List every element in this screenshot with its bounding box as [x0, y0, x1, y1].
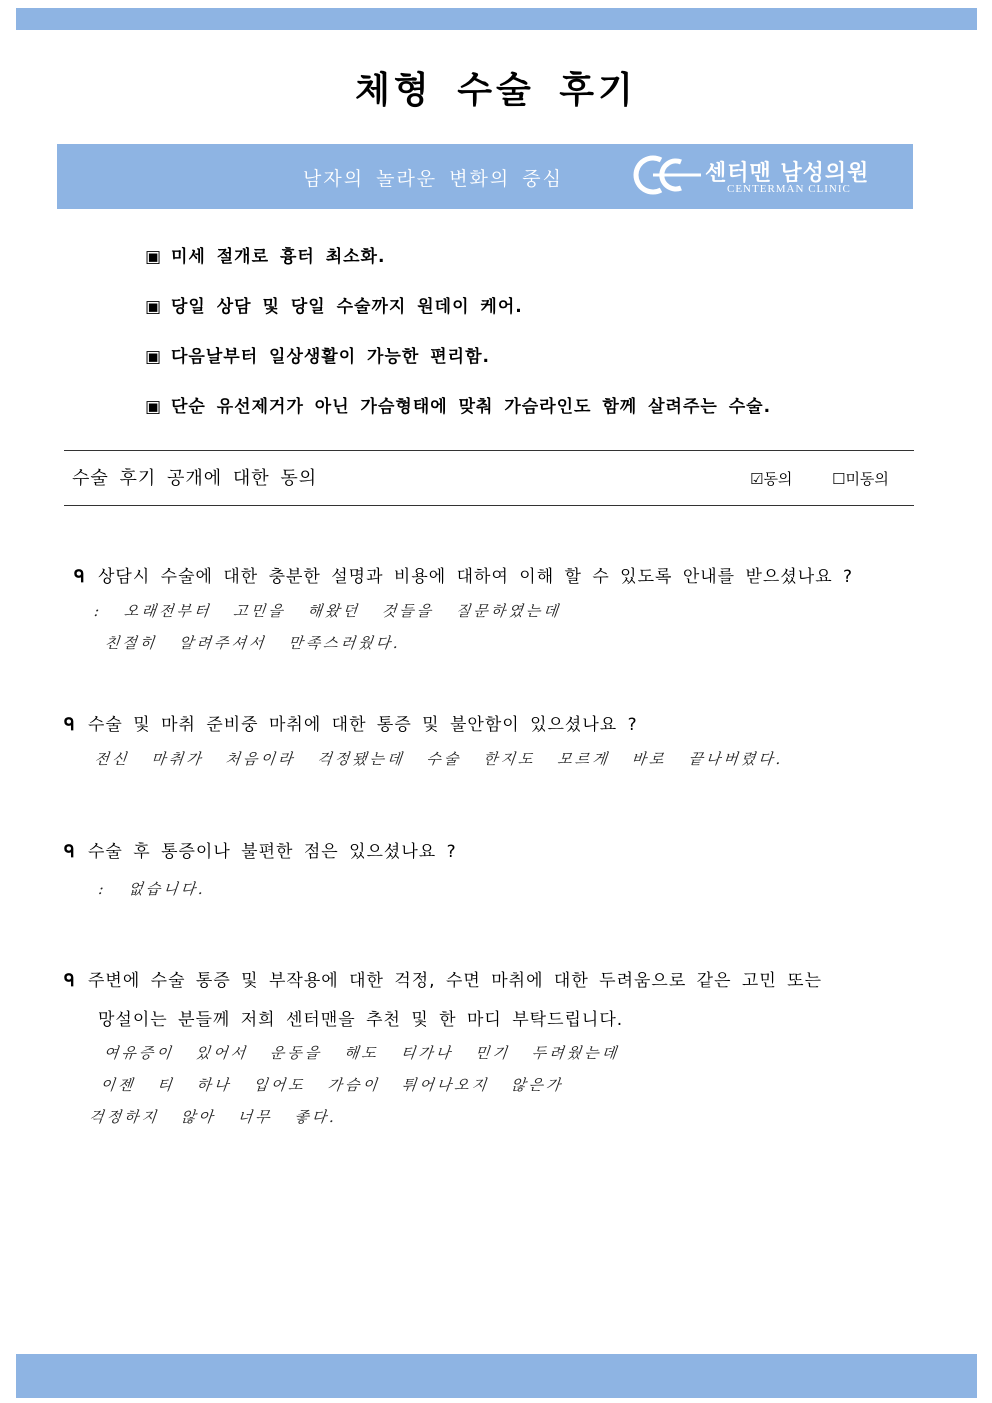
question-bullet-icon: ᑫ: [64, 842, 76, 862]
answer-line: 여유증이 있어서 운동을 해도 티가나 민기 두려웠는데: [102, 1044, 621, 1062]
top-color-bar: [16, 8, 977, 30]
feature-text: 다음날부터 일상생활이 가능한 편리함.: [171, 347, 490, 367]
question-2: [64, 710, 638, 735]
logo-name: 센터맨 남성의원: [705, 161, 870, 186]
answer-2: [92, 748, 785, 780]
feature-item: [145, 342, 771, 392]
feature-item: [145, 292, 771, 342]
feature-item: [145, 242, 771, 292]
bottom-color-bar: [16, 1354, 977, 1398]
question-bullet-icon: ᑫ: [64, 715, 76, 735]
question-text-continued: 망설이는 분들께 저희 센터맨을 추천 및 한 마디 부탁드립니다.: [98, 1010, 624, 1030]
square-bullet-icon: ▣: [145, 297, 163, 317]
clinic-banner: [57, 144, 913, 209]
question-text: 상담시 수술에 대한 충분한 설명과 비용에 대하여 이해 할 수 있도록 안내를 받으셨나요 ?: [98, 567, 854, 587]
feature-item: [145, 392, 771, 442]
feature-list: [145, 242, 771, 442]
square-bullet-icon: ▣: [145, 397, 163, 417]
answer-4: [88, 1042, 621, 1138]
logo-cc-emblem-icon: [623, 154, 703, 196]
answer-line: : 없습니다.: [97, 880, 208, 898]
consent-row: [64, 450, 914, 506]
agree-checkbox[interactable]: ☑동의: [750, 470, 793, 488]
question-text: 수술 후 통증이나 불편한 점은 있으셨나요 ?: [88, 842, 457, 862]
question-bullet-icon: ᑫ: [74, 567, 86, 587]
answer-1: [89, 600, 562, 664]
feature-text: 당일 상담 및 당일 수술까지 원데이 케어.: [171, 297, 523, 317]
square-bullet-icon: ▣: [145, 347, 163, 367]
answer-line: 걱정하지 않아 너무 좋다.: [88, 1108, 339, 1126]
feature-text: 미세 절개로 흉터 최소화.: [171, 247, 386, 267]
banner-slogan: 남자의 놀라운 변화의 중심: [303, 168, 564, 190]
consent-label: 수술 후기 공개에 대한 동의: [72, 468, 318, 489]
answer-line: 친절히 알려주셔서 만족스러웠다.: [103, 634, 402, 652]
question-text: 주변에 수술 통증 및 부작용에 대한 걱정, 수면 마취에 대한 두려움으로 같은 고민 또는: [88, 971, 823, 991]
logo-subtitle: CENTERMAN CLINIC: [727, 183, 851, 195]
question-4: [64, 966, 822, 1030]
answer-3: [96, 878, 207, 910]
answer-line: : 오래전부터 고민을 해왔던 것들을 질문하였는데: [93, 602, 562, 620]
question-text: 수술 및 마취 준비중 마취에 대한 통증 및 불안함이 있으셨나요 ?: [88, 715, 638, 735]
answer-line: 이젠 티 하나 입어도 가슴이 튀어나오지 않은가: [99, 1076, 565, 1094]
square-bullet-icon: ▣: [145, 247, 163, 267]
page-title: 체형 수술 후기: [355, 70, 637, 111]
feature-text: 단순 유선제거가 아닌 가슴형태에 맞춰 가슴라인도 함께 살려주는 수술.: [171, 397, 772, 417]
answer-line: 전신 마취가 처음이라 걱정됐는데 수술 한지도 모르게 바로 끝나버렸다.: [93, 750, 785, 768]
clinic-logo: [623, 152, 903, 200]
question-bullet-icon: ᑫ: [64, 971, 76, 991]
disagree-checkbox[interactable]: ☐미동의: [832, 470, 889, 488]
question-1: [74, 562, 853, 587]
question-3: [64, 837, 457, 862]
